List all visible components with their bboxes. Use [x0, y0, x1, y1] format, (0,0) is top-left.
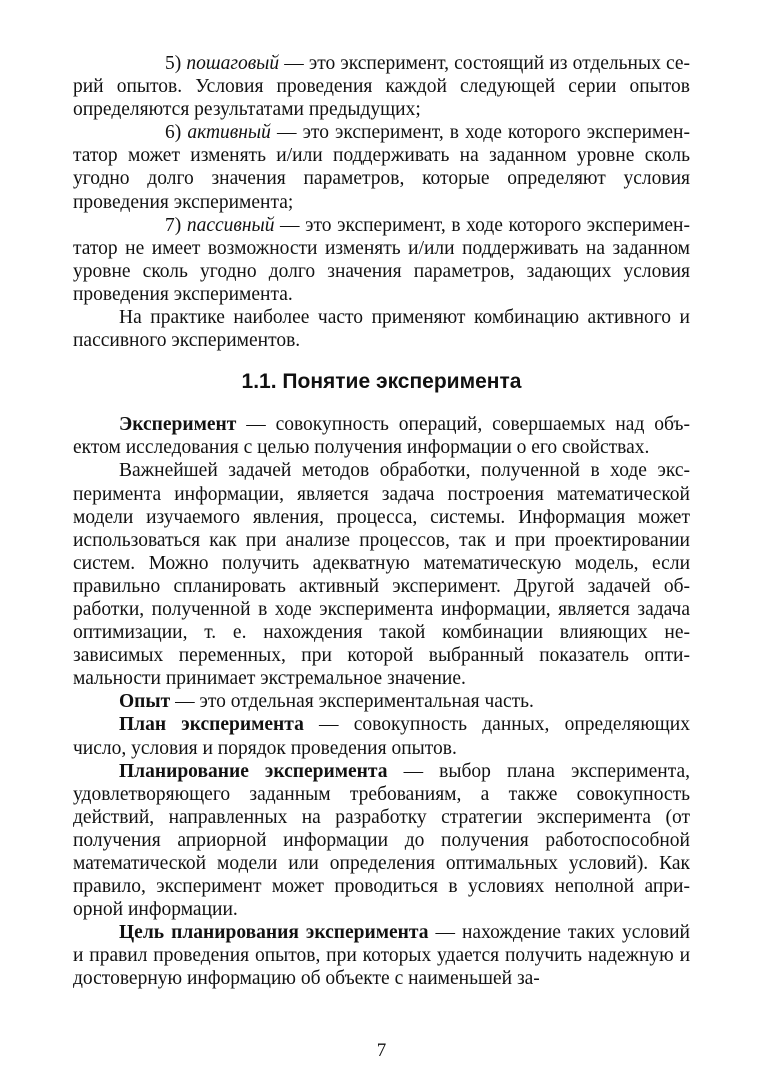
definition-term: Планирование эксперимента: [119, 760, 388, 782]
list-item-text: — это эксперимент, в ходе которого экспериментатор не имеет возможности изменять и/или поддерживать на заданном уровне сколь угодно долго значения параметров, задающих условия проведения эксперимента.: [73, 214, 690, 305]
definition-term: Опыт: [119, 691, 171, 713]
section-heading: 1.1. Понятие эксперимента: [241, 370, 522, 394]
term-active: активный: [187, 122, 271, 144]
list-item-number: 7): [165, 214, 182, 236]
term-passive: пассивный: [186, 214, 275, 236]
document-page: [73, 52, 690, 991]
definition-plan: [73, 713, 690, 759]
definition-text: — нахождение таких условий и правил проведения опытов, при которых удается получить надежную и достоверную информацию об объекте с наименьшей за-: [73, 922, 690, 990]
definition-text: — выбор плана эксперимента, удовлетворяющего заданным требованиям, а также совокупность действий, направленных на разработку стратегии эксперимента (от получения априорной информации до получения работоспособной математической модели или определения оптимальных условий). Как правило, эксперимент может проводиться в условиях неполной априорной информации.: [73, 760, 690, 921]
definition-goal: [73, 921, 690, 990]
list-item-6: [73, 121, 690, 213]
definition-planning: [73, 760, 690, 922]
term-stepwise: пошаговый: [186, 53, 280, 74]
definition-text: — это отдельная экспериментальная часть.: [170, 691, 534, 713]
list-item-text: — это эксперимент, состоящий из отдельных серий опытов. Условия проведения каждой следующей серии опытов определяются результатами предыдущих;: [73, 53, 690, 121]
definition-term: План эксперимента: [119, 714, 304, 736]
list-item-number: 6): [165, 122, 182, 144]
definition-term: Цель планирования эксперимента: [119, 922, 429, 944]
practice-paragraph: На практике наиболее часто применяют комбинацию активного и пассивного экспериментов.: [73, 307, 690, 352]
page-number: 7: [376, 1040, 387, 1061]
list-item-7: [73, 214, 690, 306]
definition-text: — совокупность операций, совершаемых над объектом исследования с целью получения информации о его свойствах.: [73, 414, 690, 459]
list-item-text: — это эксперимент, в ходе которого экспериментатор может изменять и/или поддерживать на заданном уровне сколь угодно долго значения параметров, которые определяют условия проведения эксперимента;: [73, 122, 690, 213]
list-item-number: 5): [165, 53, 182, 74]
definition-term: Эксперимент: [119, 414, 237, 436]
definition-experiment: [73, 413, 690, 459]
definition-text: — совокупность данных, определяющих число, условия и порядок проведения опытов.: [73, 714, 690, 759]
important-task-paragraph: Важнейшей задачей методов обработки, полученной в ходе эксперимента информации, является задача построения математической модели изучаемого явления, процесса, системы. Информация может использоваться как при анализе процессов, так и при проектировании систем. Можно получить адекватную математическую модель, если правильно спланировать активный эксперимент. Другой задачей обработки, полученной в ходе эксперимента информации, является задача оптимизации, т. е. нахождения такой комбинации влияющих независимых переменных, при которой выбранный показатель оптимальности принимает экстремальное значение.: [73, 460, 690, 690]
definition-trial: [73, 690, 690, 713]
list-item-5: [73, 52, 690, 121]
